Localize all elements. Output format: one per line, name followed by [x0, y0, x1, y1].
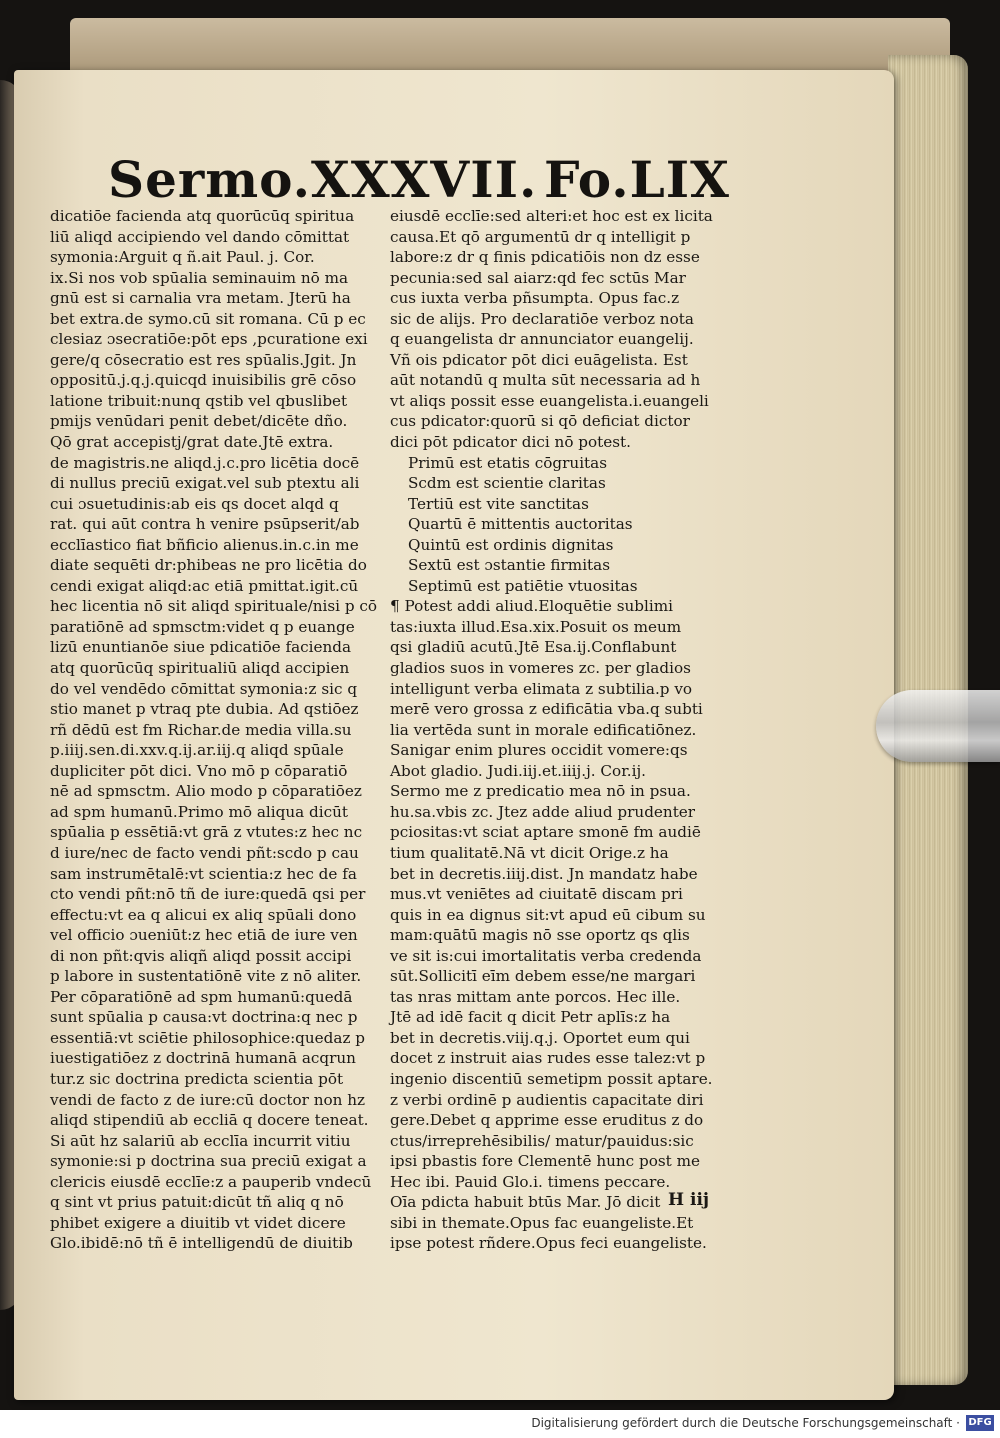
text-line: spūalia p essētiā:vt grā z vtutes:z hec nc — [50, 823, 363, 842]
text-line: sunt spūalia p causa:vt doctrina:q nec p — [50, 1008, 358, 1027]
text-line: Primū est etatis cōgruitas — [408, 453, 608, 472]
text-line: Septimū est patiētie vtuositas — [408, 576, 638, 595]
text-line: mam:quātū magis nō sse oportz qs qlis — [390, 926, 690, 945]
text-line: ingenio discentiū semetipm possit aptare. — [390, 1069, 713, 1088]
text-line: mus.vt veniētes ad ciuitatē discam pri — [390, 885, 683, 904]
text-line: cus iuxta verba pñsumpta. Opus fac.z — [390, 289, 680, 308]
text-line: essentiā:vt sciētie philosophice:quedaz p — [50, 1028, 365, 1047]
text-line: p.iiij.sen.di.xxv.q.ij.ar.iij.q aliqd spūale — [50, 741, 344, 760]
text-line: tas:iuxta illud.Esa.xix.Posuit os meum — [390, 617, 682, 636]
text-line: bet extra.de symo.cū sit romana. Cū p ec — [50, 309, 366, 328]
text-line: Per cōparatiōnē ad spm humanū:quedā — [50, 987, 353, 1006]
text-line: tium qualitatē.Nā vt dicit Orige.z ha — [390, 843, 669, 862]
text-line: quis in ea dignus sit:vt apud eū cibum su — [390, 905, 706, 924]
text-line: Qō grat accepistj/grat date.Jtē extra. — [50, 433, 334, 452]
text-line: phibet exigere a diuitib vt videt dicere — [50, 1213, 346, 1232]
text-line: docet z instruit aias rudes esse talez:vt p — [390, 1049, 706, 1068]
text-line: q euangelista dr annunciator euangelij. — [390, 330, 694, 349]
text-line: Scdm est scientie claritas — [408, 474, 606, 493]
text-line: lia vertēda sunt in morale edificatiōnez. — [390, 720, 697, 739]
text-line: stio manet p vtraq pte dubia. Ad qstiōez — [50, 700, 359, 719]
text-line: paratiōnē ad spmsctm:videt q p euange — [50, 617, 355, 636]
text-line: Si aūt hz salariū ab ecclīa incurrit vitiu — [50, 1131, 351, 1150]
text-line: ecclīastico fiat bñficio alienus.in.c.in me — [50, 535, 359, 554]
text-line: clesiaz ɔsecratiōe:pōt eps ,pcuratione exi — [50, 330, 368, 349]
text-line: rat. qui aūt contra h venire psūpserit/ab — [50, 515, 360, 534]
text-line: merē vero grossa z edificātia vba.q subti — [390, 700, 703, 719]
text-line: aūt notandū q multa sūt necessaria ad h — [390, 371, 701, 390]
text-line: bet in decretis.viij.q.j. Oportet eum qui — [390, 1028, 690, 1047]
running-header — [108, 150, 730, 210]
text-line: cus pdicator:quorū si qō deficiat dictor — [390, 412, 690, 431]
text-line: lizū enuntianōe siue pdicatiōe facienda — [50, 638, 352, 657]
text-line: sūt.Sollicitī eīm debem esse/ne margari — [390, 967, 696, 986]
text-line: sibi in themate.Opus fac euangeliste.Et — [390, 1213, 694, 1232]
text-line: vt aliqs possit esse euangelista.i.euangeli — [390, 391, 709, 410]
text-line: latione tribuit:nunq qstib vel qbuslibet — [50, 391, 348, 410]
text-line: hu.sa.vbis zc. Jtez adde aliud prudenter — [390, 802, 696, 821]
text-line: ¶ Potest addi aliud.Eloquētie sublimi — [390, 597, 673, 616]
text-line: Abot gladio. Judi.iij.et.iiij.j. Cor.ij. — [390, 761, 647, 780]
text-line: Glo.ibidē:nō tñ ē intelligendū de diuitib — [50, 1234, 353, 1253]
text-line: ix.Si nos vob spūalia seminauim nō ma — [50, 268, 349, 287]
text-line: liū aliqd accipiendo vel dando cōmittat — [50, 227, 350, 246]
text-line: ipsi pbastis fore Clementē hunc post me — [390, 1152, 700, 1171]
text-line: gere.Debet q apprime esse eruditus z do — [390, 1111, 704, 1130]
text-line: Tertiū est vite sanctitas — [408, 494, 589, 513]
text-line: Oīa pdicta habuit btūs Mar. Jō dicit — [390, 1193, 661, 1212]
text-line: clericis eiusdē ecclīe:z a pauperib vndecū — [50, 1172, 372, 1191]
text-line: effectu:vt ea q alicui ex aliq spūali dono — [50, 905, 357, 924]
text-line: dici pōt pdicator dici nō potest. — [390, 433, 631, 452]
text-line: sam instrumētalē:vt scientia:z hec de fa — [50, 864, 357, 883]
text-line: p labore in sustentatiōnē vite z nō aliter. — [50, 967, 362, 986]
text-line: Sextū est ɔstantie firmitas — [408, 556, 610, 575]
text-line: Vñ ois pdicator pōt dici euāgelista. Est — [390, 350, 688, 369]
text-line: diate sequēti dr:phibeas ne pro licētia do — [50, 556, 367, 575]
text-line: bet in decretis.iiij.dist. Jn mandatz habe — [390, 864, 698, 883]
text-line: tas nras mittam ante porcos. Hec ille. — [390, 987, 681, 1006]
text-line: atq quorūcūq spiritualiū aliqd accipien — [50, 659, 350, 678]
text-line: de magistris.ne aliqd.j.c.pro licētia docē — [50, 453, 360, 472]
text-line: z verbi ordinē p audientis capacitate diri — [390, 1090, 704, 1109]
text-line: pciositas:vt sciat aptare smonē fm audiē — [390, 823, 701, 842]
text-line: sic de alijs. Pro declaratiōe verboz nota — [390, 309, 694, 328]
text-line: iuestigatiōez z doctrinā humanā acqrun — [50, 1049, 356, 1068]
text-line: Quartū ē mittentis auctoritas — [408, 515, 633, 534]
text-line: pmijs venūdari penit debet/dicēte dño. — [50, 412, 348, 431]
text-line: rñ dēdū est fm Richar.de media villa.su — [50, 720, 352, 739]
dfg-logo: DFG — [966, 1415, 994, 1431]
text-line: Sanigar enim plures occidit vomere:qs — [390, 741, 688, 760]
footer-credit: Digitalisierung gefördert durch die Deutsche Forschungsgemeinschaft · — [531, 1416, 960, 1430]
text-line: aliqd stipendiū ab eccliā q docere teneat. — [50, 1111, 369, 1130]
text-line: gere/q cōsecratio est res spūalis.Jgit. Jn — [50, 350, 357, 369]
text-line: dicatiōe facienda atq quorūcūq spiritua — [50, 207, 355, 225]
text-line: do vel vendēdo cōmittat symonia:z sic q — [50, 679, 358, 698]
text-line: nē ad spmsctm. Alio modo p cōparatiōez — [50, 782, 362, 801]
header-folio-number: Fo.LIX — [544, 150, 730, 209]
text-line: qsi gladiū acutū.Jtē Esa.ij.Conflabunt — [390, 638, 677, 657]
text-line: symonia:Arguit q ñ.ait Paul. j. Cor. — [50, 248, 315, 267]
text-line: ve sit is:cui imortalitatis verba credenda — [390, 946, 702, 965]
signature-mark: H iij — [668, 1190, 710, 1210]
text-line: cui ɔsuetudinis:ab eis qs docet alqd q — [50, 494, 339, 513]
text-line: cto vendi pñt:nō tñ de iure:quedā qsi per — [50, 885, 366, 904]
header-sermon-title: Sermo.XXXVII. — [108, 150, 538, 209]
text-line: intelligunt verba elimata z subtilia.p vo — [390, 679, 693, 698]
book-top-edge — [70, 18, 950, 78]
text-line: di nullus preciū exigat.vel sub ptextu ali — [50, 474, 360, 493]
text-line: Sermo me z predicatio mea nō in psua. — [390, 782, 691, 801]
text-line: tur.z sic doctrina predicta scientia pōt — [50, 1069, 344, 1088]
text-line: di non pñt:qvis aliqñ aliqd possit accipi — [50, 946, 352, 965]
text-line: symonie:si p doctrina sua preciū exigat a — [50, 1152, 367, 1171]
text-line: Jtē ad idē facit q dicit Petr aplīs:z ha — [390, 1008, 671, 1027]
text-line: Quintū est ordinis dignitas — [408, 535, 614, 554]
text-line: gladios suos in vomeres zc. per gladios — [390, 659, 691, 678]
text-line: vendi de facto z de iure:cū doctor non hz — [50, 1090, 366, 1109]
text-line: causa.Et qō argumentū dr q intelligit p — [390, 227, 691, 246]
text-line: d iure/nec de facto vendi pñt:scdo p cau — [50, 843, 359, 862]
text-line: hec licentia nō sit aliqd spirituale/nisi p cō — [50, 597, 378, 616]
text-line: vel officio ɔueniūt:z hec etiā de iure ven — [50, 926, 358, 945]
footer-bar — [0, 1410, 1000, 1438]
text-line: eiusdē ecclīe:sed alteri:et hoc est ex licita — [390, 207, 713, 225]
text-line: Hec ibi. Pauid Glo.i. timens peccare. — [390, 1172, 671, 1191]
text-line: cendi exigat aliqd:ac etiā pmittat.igit.cū — [50, 576, 359, 595]
text-line: q sint vt prius patuit:dicūt tñ aliq q nō — [50, 1193, 344, 1212]
text-line: labore:z dr q finis pdicatiōis non dz esse — [390, 248, 700, 267]
text-line: pecunia:sed sal aiarz:qd fec sctūs Mar — [390, 268, 686, 287]
text-line: ipse potest rñdere.Opus feci euangeliste. — [390, 1234, 707, 1253]
text-line: ad spm humanū.Primo mō aliqua dicūt — [50, 802, 348, 821]
text-line: oppositū.j.q.j.quicqd inuisibilis grē cōso — [50, 371, 357, 390]
text-line: ctus/irreprehēsibilis/ matur/pauidus:sic — [390, 1131, 694, 1150]
text-line: gnū est si carnalia vra metam. Jterū ha — [50, 289, 351, 308]
text-line: dupliciter pōt dici. Vno mō p cōparatiō — [50, 761, 348, 780]
page-clip — [876, 690, 1000, 762]
text-column-left — [50, 206, 392, 1253]
